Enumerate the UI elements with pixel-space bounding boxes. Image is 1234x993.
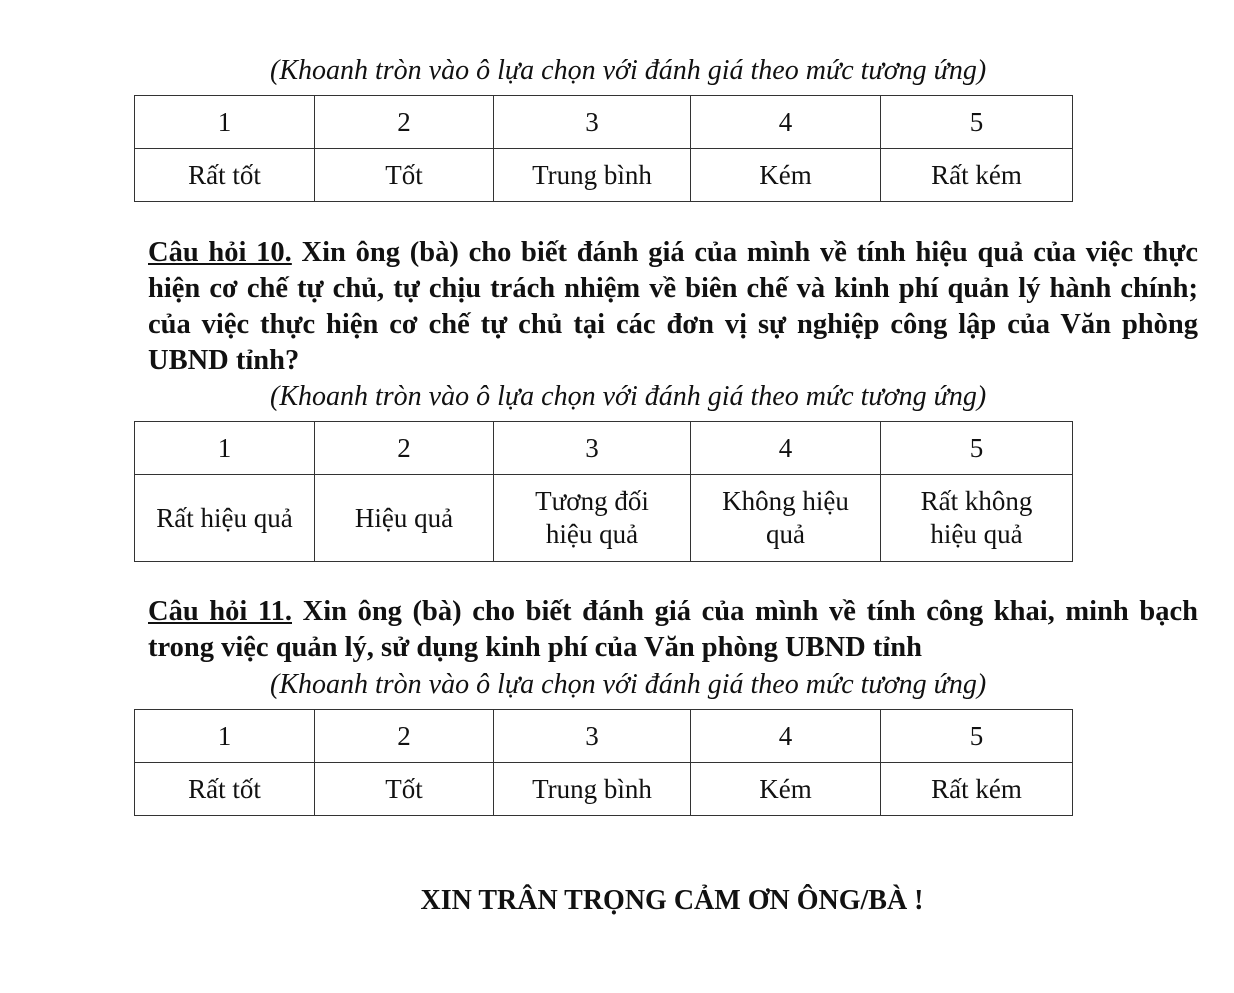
rating-option-label[interactable]: Rất tốt [135, 149, 315, 202]
rating-option-label[interactable]: Rất không hiệu quả [881, 475, 1073, 562]
rating-option-label[interactable]: Không hiệu quả [691, 475, 881, 562]
rating-option-number[interactable]: 4 [691, 710, 881, 763]
rating-option-label[interactable]: Kém [691, 149, 881, 202]
rating-option-number[interactable]: 1 [135, 96, 315, 149]
rating-option-label[interactable]: Tốt [315, 763, 494, 816]
rating-option-number[interactable]: 5 [881, 710, 1073, 763]
question-text: Xin ông (bà) cho biết đánh giá của mình về tính công khai, minh bạch trong việc quản lý, sử dụng kinh phí của Văn phòng UBND tỉnh [148, 596, 1198, 663]
rating-option-label[interactable]: Tốt [315, 149, 494, 202]
closing-thanks: XIN TRÂN TRỌNG CẢM ƠN ÔNG/BÀ ! [420, 885, 924, 916]
rating-option-label[interactable]: Rất kém [881, 149, 1073, 202]
rating-option-label[interactable]: Kém [691, 763, 881, 816]
rating-table-q11 [134, 709, 1073, 816]
rating-option-number[interactable]: 1 [135, 710, 315, 763]
rating-option-number[interactable]: 4 [691, 422, 881, 475]
rating-option-number[interactable]: 1 [135, 422, 315, 475]
rating-table-q10 [134, 421, 1073, 562]
rating-option-number[interactable]: 5 [881, 422, 1073, 475]
instruction-text: (Khoanh tròn vào ô lựa chọn với đánh giá theo mức tương ứng) [270, 381, 987, 412]
rating-option-label[interactable]: Rất tốt [135, 763, 315, 816]
rating-option-label[interactable]: Hiệu quả [315, 475, 494, 562]
question-10 [148, 235, 1198, 379]
rating-option-number[interactable]: 3 [494, 96, 691, 149]
rating-option-number[interactable]: 4 [691, 96, 881, 149]
rating-table-top [134, 95, 1073, 202]
rating-option-number[interactable]: 2 [315, 96, 494, 149]
rating-option-label[interactable]: Rất hiệu quả [135, 475, 315, 562]
rating-option-label[interactable]: Rất kém [881, 763, 1073, 816]
rating-option-label[interactable]: Trung bình [494, 763, 691, 816]
question-text: Xin ông (bà) cho biết đánh giá của mình về tính hiệu quả của việc thực hiện cơ chế tự chủ, tự chịu trách nhiệm về biên chế và kinh phí quản lý hành chính; của việc thực hiện cơ chế tự chủ tại các đơn vị sự nghiệp công lập của Văn phòng UBND tỉnh? [148, 237, 1198, 376]
question-11 [148, 594, 1198, 666]
rating-option-number[interactable]: 2 [315, 710, 494, 763]
rating-option-number[interactable]: 2 [315, 422, 494, 475]
rating-option-label[interactable]: Trung bình [494, 149, 691, 202]
rating-option-number[interactable]: 3 [494, 710, 691, 763]
instruction-text: (Khoanh tròn vào ô lựa chọn với đánh giá theo mức tương ứng) [270, 669, 987, 700]
instruction-text: (Khoanh tròn vào ô lựa chọn với đánh giá theo mức tương ứng) [270, 55, 987, 86]
rating-option-number[interactable]: 3 [494, 422, 691, 475]
question-number: Câu hỏi 10. [148, 237, 292, 268]
question-number: Câu hỏi 11. [148, 596, 292, 627]
rating-option-number[interactable]: 5 [881, 96, 1073, 149]
rating-option-label[interactable]: Tương đối hiệu quả [494, 475, 691, 562]
